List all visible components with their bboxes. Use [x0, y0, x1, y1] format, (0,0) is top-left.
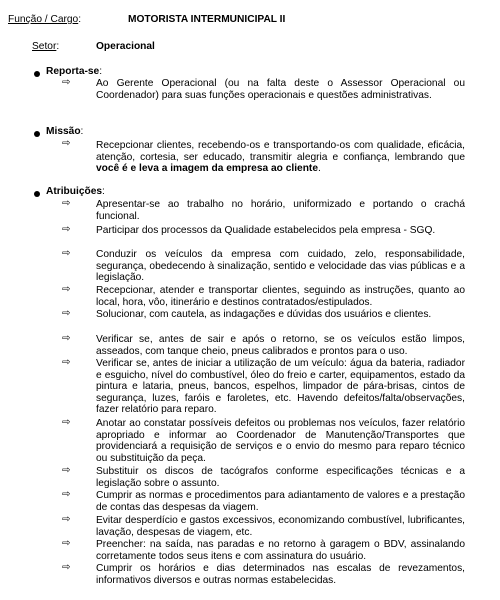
attr-item: Cumprir as normas e procedimentos para adiantamento de valores e a prestação de contas das despesas da viagem.	[96, 490, 465, 513]
attr-arrow-icon: ⇨	[62, 284, 71, 295]
setor-label-row	[32, 41, 59, 53]
attr-arrow-icon: ⇨	[62, 357, 71, 368]
missao-bullet-icon	[34, 131, 40, 137]
reporta-item: Ao Gerente Operacional (ou na falta deste o Assessor Operacional ou Coordenador) para suas funções operacionais e questões administrativas.	[96, 78, 465, 101]
job-title-colon: :	[78, 14, 82, 25]
atribuicoes-title: Atribuições	[46, 186, 103, 197]
attr-arrow-icon: ⇨	[62, 224, 71, 235]
missao-arrow-icon: ⇨	[62, 138, 71, 149]
attr-item: Conduzir os veículos da empresa com cuidado, zelo, responsabilidade, segurança, obedecendo à sinalização, sentido e velocidade das vias públicas e a legislação.	[96, 249, 465, 284]
missao-title: Missão	[46, 126, 81, 137]
job-title-label: Função / Cargo	[8, 14, 79, 25]
job-title-label-row	[8, 14, 81, 26]
missao-text-bold: você é e leva a imagem da empresa ao cliente	[96, 163, 318, 175]
attr-item: Apresentar-se ao trabalho no horário, uniformizado e portando o crachá funcional.	[96, 199, 465, 222]
attr-arrow-icon: ⇨	[62, 538, 71, 549]
attr-arrow-icon: ⇨	[62, 417, 71, 428]
attr-item: Substituir os discos de tacógrafos conforme especificações técnicas e a legislação sobre o assunto.	[96, 466, 465, 489]
attr-item: Participar dos processos da Qualidade estabelecidos pela empresa - SGQ.	[96, 225, 436, 236]
attr-item: Preencher: na saída, nas paradas e no retorno à garagem o BDV, assinalando corretamente todos seus itens e com assinatura do usuário.	[96, 539, 465, 562]
setor-colon: :	[56, 41, 60, 52]
reporta-colon: :	[99, 66, 103, 77]
attr-item: Verificar se, antes de iniciar a utilização de um veículo: água da bateria, radiador e esguicho, nível do combustível, óleo do freio e carter, equipamentos, estado da pintura e lataria, pneus, bancos, espelhos, limpador de pára-brisas, cintos de segurança, luzes, faróis e faroletes, etc. Havendo defeitos/falta/observações, fazer relatório para reparo.	[96, 358, 465, 416]
atribuicoes-bullet-icon	[34, 191, 40, 197]
attr-arrow-icon: ⇨	[62, 308, 71, 319]
reporta-title-row	[46, 66, 102, 78]
attr-item: Evitar desperdício e gastos excessivos, economizando combustível, lubrificantes, lavação, despesas de viagem, etc.	[96, 515, 465, 538]
attr-item: Cumprir os horários e dias determinados nas escalas de revezamentos, informativos diversos e outras normas estabelecidas.	[96, 563, 465, 586]
attr-item: Recepcionar, atender e transportar clientes, seguindo as instruções, quanto ao local, hora, vôo, itinerário e destinos contratados/estipulados.	[96, 285, 465, 308]
attr-arrow-icon: ⇨	[62, 333, 71, 344]
reporta-arrow-icon: ⇨	[62, 77, 71, 88]
reporta-bullet-icon	[34, 71, 40, 77]
setor-label: Setor	[32, 41, 57, 52]
attr-arrow-icon: ⇨	[62, 465, 71, 476]
attr-arrow-icon: ⇨	[62, 198, 71, 209]
job-title-value: MOTORISTA INTERMUNICIPAL II	[128, 14, 286, 25]
atribuicoes-title-row	[46, 186, 105, 198]
missao-colon: :	[80, 126, 84, 137]
missao-title-row	[46, 126, 83, 138]
setor-value: Operacional	[96, 41, 155, 52]
attr-item: Anotar ao constatar possíveis defeitos ou problemas nos veículos, fazer relatório apropriado e informar ao Coordenador de Manutenção/Transportes que providenciará a requisição de serviços e o envio do mesmo para reparo técnico ou substituição da peça.	[96, 418, 465, 464]
attr-arrow-icon: ⇨	[62, 562, 71, 573]
reporta-title: Reporta-se	[46, 66, 100, 77]
attr-item: Verificar se, antes de sair e após o retorno, se os veículos estão limpos, asseados, com tanque cheio, pneus calibrados e prontos para o uso.	[96, 334, 465, 357]
missao-text-pre: Recepcionar clientes, recebendo-os e transportando-os com qualidade, eficácia, atenção, cortesia, ser educado, transmitir alegria e confiança, lembrando que	[96, 140, 465, 163]
attr-arrow-icon: ⇨	[62, 514, 71, 525]
attr-arrow-icon: ⇨	[62, 248, 71, 259]
atribuicoes-colon: :	[102, 186, 105, 197]
missao-text-post: .	[317, 163, 321, 175]
attr-arrow-icon: ⇨	[62, 489, 71, 500]
missao-text	[96, 140, 465, 175]
attr-item: Solucionar, com cautela, as indagações e dúvidas dos usuários e clientes.	[96, 309, 432, 320]
